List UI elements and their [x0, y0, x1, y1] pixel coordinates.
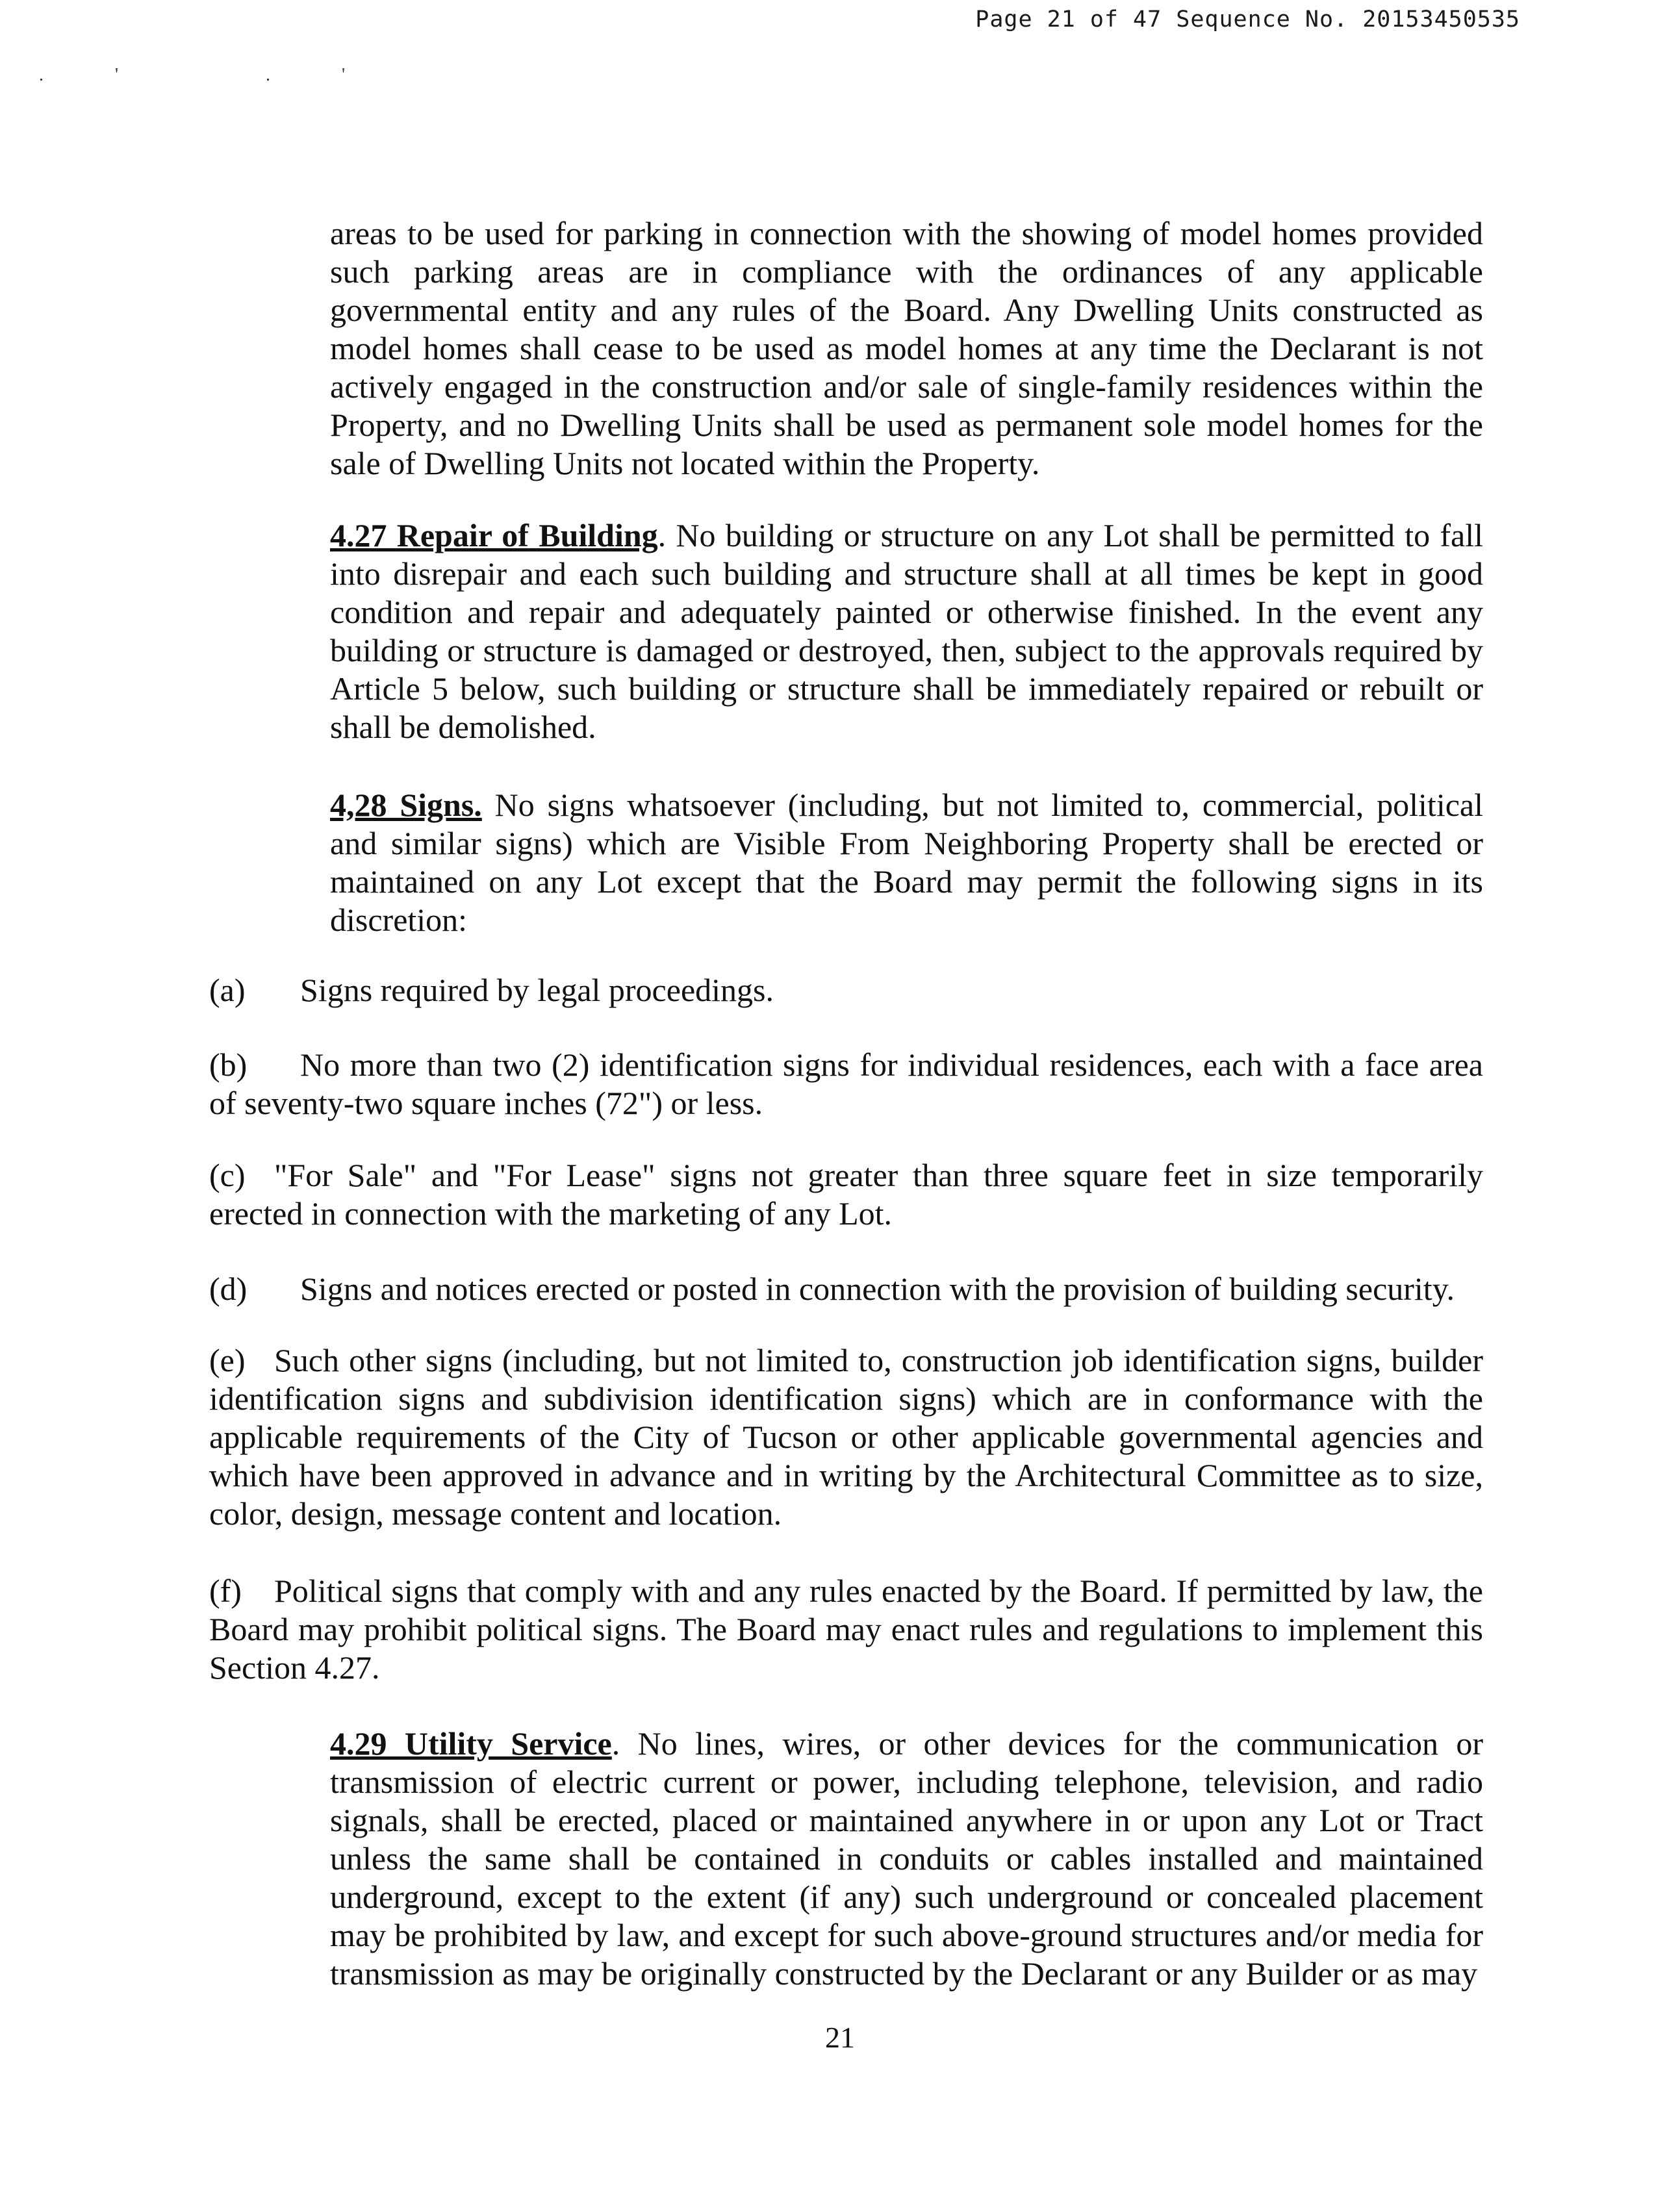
section-4-29-text: . No lines, wires, or other devices for the communication or transmission of electric current or power, including telephone, television, and radio signals, shall be erected, placed or maintained anywhere in or upon any Lot or Tract unless the same shall be contained in conduits or cables installed and maintained underground, except to the extent (if any) such underground or concealed placement may be prohibited by law, and except for such above-ground structures and/or media for transmission as may be originally constructed by the Declarant or any Builder or as may [330, 1725, 1483, 1992]
section-4-28-heading: 4,28 Signs. [330, 787, 482, 823]
list-item-label: (b) [209, 1046, 248, 1083]
list-item-text: Political signs that comply with and any rules enacted by the Board. If permitted by law, the Board may prohibit political signs. The Board may enact rules and regulations to implement this Section 4.27. [209, 1573, 1483, 1686]
list-item-label: (c) [209, 1157, 246, 1193]
list-item-text: Such other signs (including, but not limited to, construction job identification signs, builder identification signs and subdivision identification signs) which are in conformance with the applicable requirements of the City of Tucson or other applicable governmental agencies and which have been approved in advance and in writing by the Architectural Committee as to size, color, design, message content and location. [209, 1342, 1483, 1532]
list-item-b [209, 1046, 1483, 1122]
section-4-29-paragraph [330, 1725, 1483, 1993]
list-item-text: Signs required by legal proceedings. [300, 972, 774, 1008]
section-4-28-text: No signs whatsoever (including, but not limited to, commercial, political and similar signs) which are Visible From Neighboring Property shall be erected or maintained on any Lot except that the Board may permit the following signs in its discretion: [330, 787, 1483, 938]
section-4-27-text: . No building or structure on any Lot shall be permitted to fall into disrepair and each such building and structure shall at all times be kept in good condition and repair and adequately painted or otherwise finished. In the event any building or structure is damaged or destroyed, then, subject to the approvals required by Article 5 below, such building or structure shall be immediately repaired or rebuilt or shall be demolished. [330, 517, 1484, 745]
list-item-text: No more than two (2) identification signs for individual residences, each with a face area of seventy-two square inches (72") or less. [209, 1046, 1483, 1121]
section-4-28-paragraph [330, 786, 1483, 939]
list-item-d [209, 1270, 1483, 1308]
section-4-29-heading: 4.29 Utility Service [330, 1725, 612, 1762]
list-item-label: (e) [209, 1342, 246, 1378]
list-item-label: (f) [209, 1573, 242, 1609]
list-item-f [209, 1572, 1483, 1687]
list-item-text: "For Sale" and "For Lease" signs not greater than three square feet in size temporarily erected in connection with the marketing of any Lot. [209, 1157, 1483, 1232]
list-item-c [209, 1156, 1483, 1233]
page-header: Page 21 of 47 Sequence No. 20153450535 [975, 6, 1520, 32]
section-4-27-heading: 4.27 Repair of Building [330, 517, 658, 553]
section-4-27-paragraph [330, 516, 1483, 746]
list-item-label: (a) [209, 972, 246, 1008]
page-number: 21 [825, 2021, 855, 2054]
list-item-text: Signs and notices erected or posted in connection with the provision of building security. [300, 1271, 1455, 1307]
list-item-a [209, 971, 1483, 1009]
list-item-label: (d) [209, 1271, 248, 1307]
scan-marks: .' .' [39, 65, 417, 85]
list-item-e [209, 1341, 1483, 1533]
intro-paragraph: areas to be used for parking in connection with the showing of model homes provided such parking areas are in compliance with the ordinances of any applicable governmental entity and any rules of the Board. Any Dwelling Units constructed as model homes shall cease to be used as model homes at any time the Declarant is not actively engaged in the construction and/or sale of single-family residences within the Property, and no Dwelling Units shall be used as permanent sole model homes for the sale of Dwelling Units not located within the Property. [330, 215, 1483, 481]
